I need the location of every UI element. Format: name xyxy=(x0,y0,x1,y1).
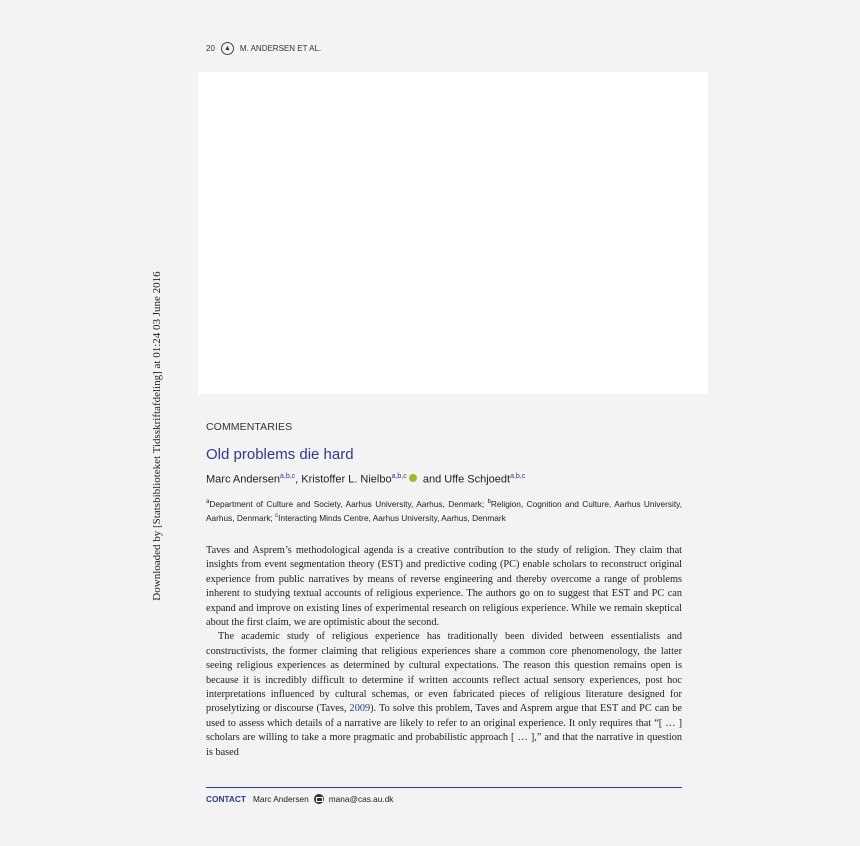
affil-sup: a xyxy=(206,499,210,505)
paragraph xyxy=(206,630,682,760)
affil-text: Religion, Cognition and Culture, Aarhus University, Aarhus, Denmark; xyxy=(206,498,683,523)
footer-divider xyxy=(206,787,682,788)
article-body xyxy=(206,544,682,760)
email-icon xyxy=(314,794,324,804)
author-separator: and xyxy=(419,473,445,486)
contact-label: CONTACT xyxy=(206,794,246,804)
page-number: 20 xyxy=(206,44,215,53)
citation-link[interactable]: 2009 xyxy=(349,703,371,715)
section-label: COMMENTARIES xyxy=(206,421,293,433)
paragraph-text: The academic study of religious experience has traditionally been divided between essentialists and constructivists, the former claiming that religious experiences share a common core phenomenology, the latter seeing religious experiences as determined by cultural expectations. The reason this question remains open is because it is incredibly difficult to determine if written accounts reflect actual sensory experiences, post hoc interpretations influenced by cultural schemas, or even fabricated pieces of religious literature designed for proselytizing or discourse (Taves, xyxy=(206,631,682,715)
running-header xyxy=(206,42,321,55)
contact-email[interactable]: mana@cas.au.dk xyxy=(328,794,394,804)
image-placeholder xyxy=(198,72,708,394)
affil-text: Interacting Minds Centre, Aarhus University, Aarhus, Denmark xyxy=(278,512,506,523)
paragraph-text: ). To solve this problem, Taves and Asprem argue that EST and PC can be used to assess which details of a narrative are likely to refer to an original experience. It only requires that “[ … ] scholars are willing to take a more pragmatic and probabilistic approach [ … ],” and that the narrative in question is based xyxy=(206,703,682,758)
author-affil-sup: a,b,c xyxy=(391,473,407,480)
author-name[interactable]: Marc Andersen xyxy=(206,473,280,486)
author-affil-sup: a,b,c xyxy=(279,473,296,480)
contact-name: Marc Andersen xyxy=(252,794,309,804)
paragraph: Taves and Asprem’s methodological agenda is a creative contribution to the study of religion. They claim that insights from event segmentation theory (EST) and predictive coding (PC) enable scholars to reconstruct original experience from public narratives by means of reverse engineering and thereby overcome a range of problems inherent to studying textual accounts of religious experience. The authors go on to suggest that EST and PC can expand and improve on existing lines of experimental research on religious experience. While we remain skeptical about the first claim, we are optimistic about the second. xyxy=(206,545,682,629)
publisher-logo-icon: ▲ xyxy=(221,42,234,55)
author-affil-sup: a,b,c xyxy=(510,473,526,480)
affiliations xyxy=(206,496,682,524)
affil-text: Department of Culture and Society, Aarhus University, Aarhus, Denmark; xyxy=(209,498,488,509)
affil-sup: c xyxy=(275,512,279,519)
article-title: Old problems die hard xyxy=(206,446,354,463)
download-watermark: Downloaded by [Statsbiblioteket Tidsskriftafdeling] at 01:24 03 June 2016 xyxy=(151,271,163,601)
author-list xyxy=(206,473,525,486)
contact-footer xyxy=(206,794,393,804)
author-name[interactable]: Kristoffer L. Nielbo xyxy=(301,473,392,486)
orcid-icon[interactable] xyxy=(409,474,417,482)
running-head: M. ANDERSEN ET AL. xyxy=(239,44,322,53)
author-separator: , xyxy=(295,473,302,486)
author-name[interactable]: Uffe Schjoedt xyxy=(444,473,511,486)
affil-sup: b xyxy=(487,499,491,505)
